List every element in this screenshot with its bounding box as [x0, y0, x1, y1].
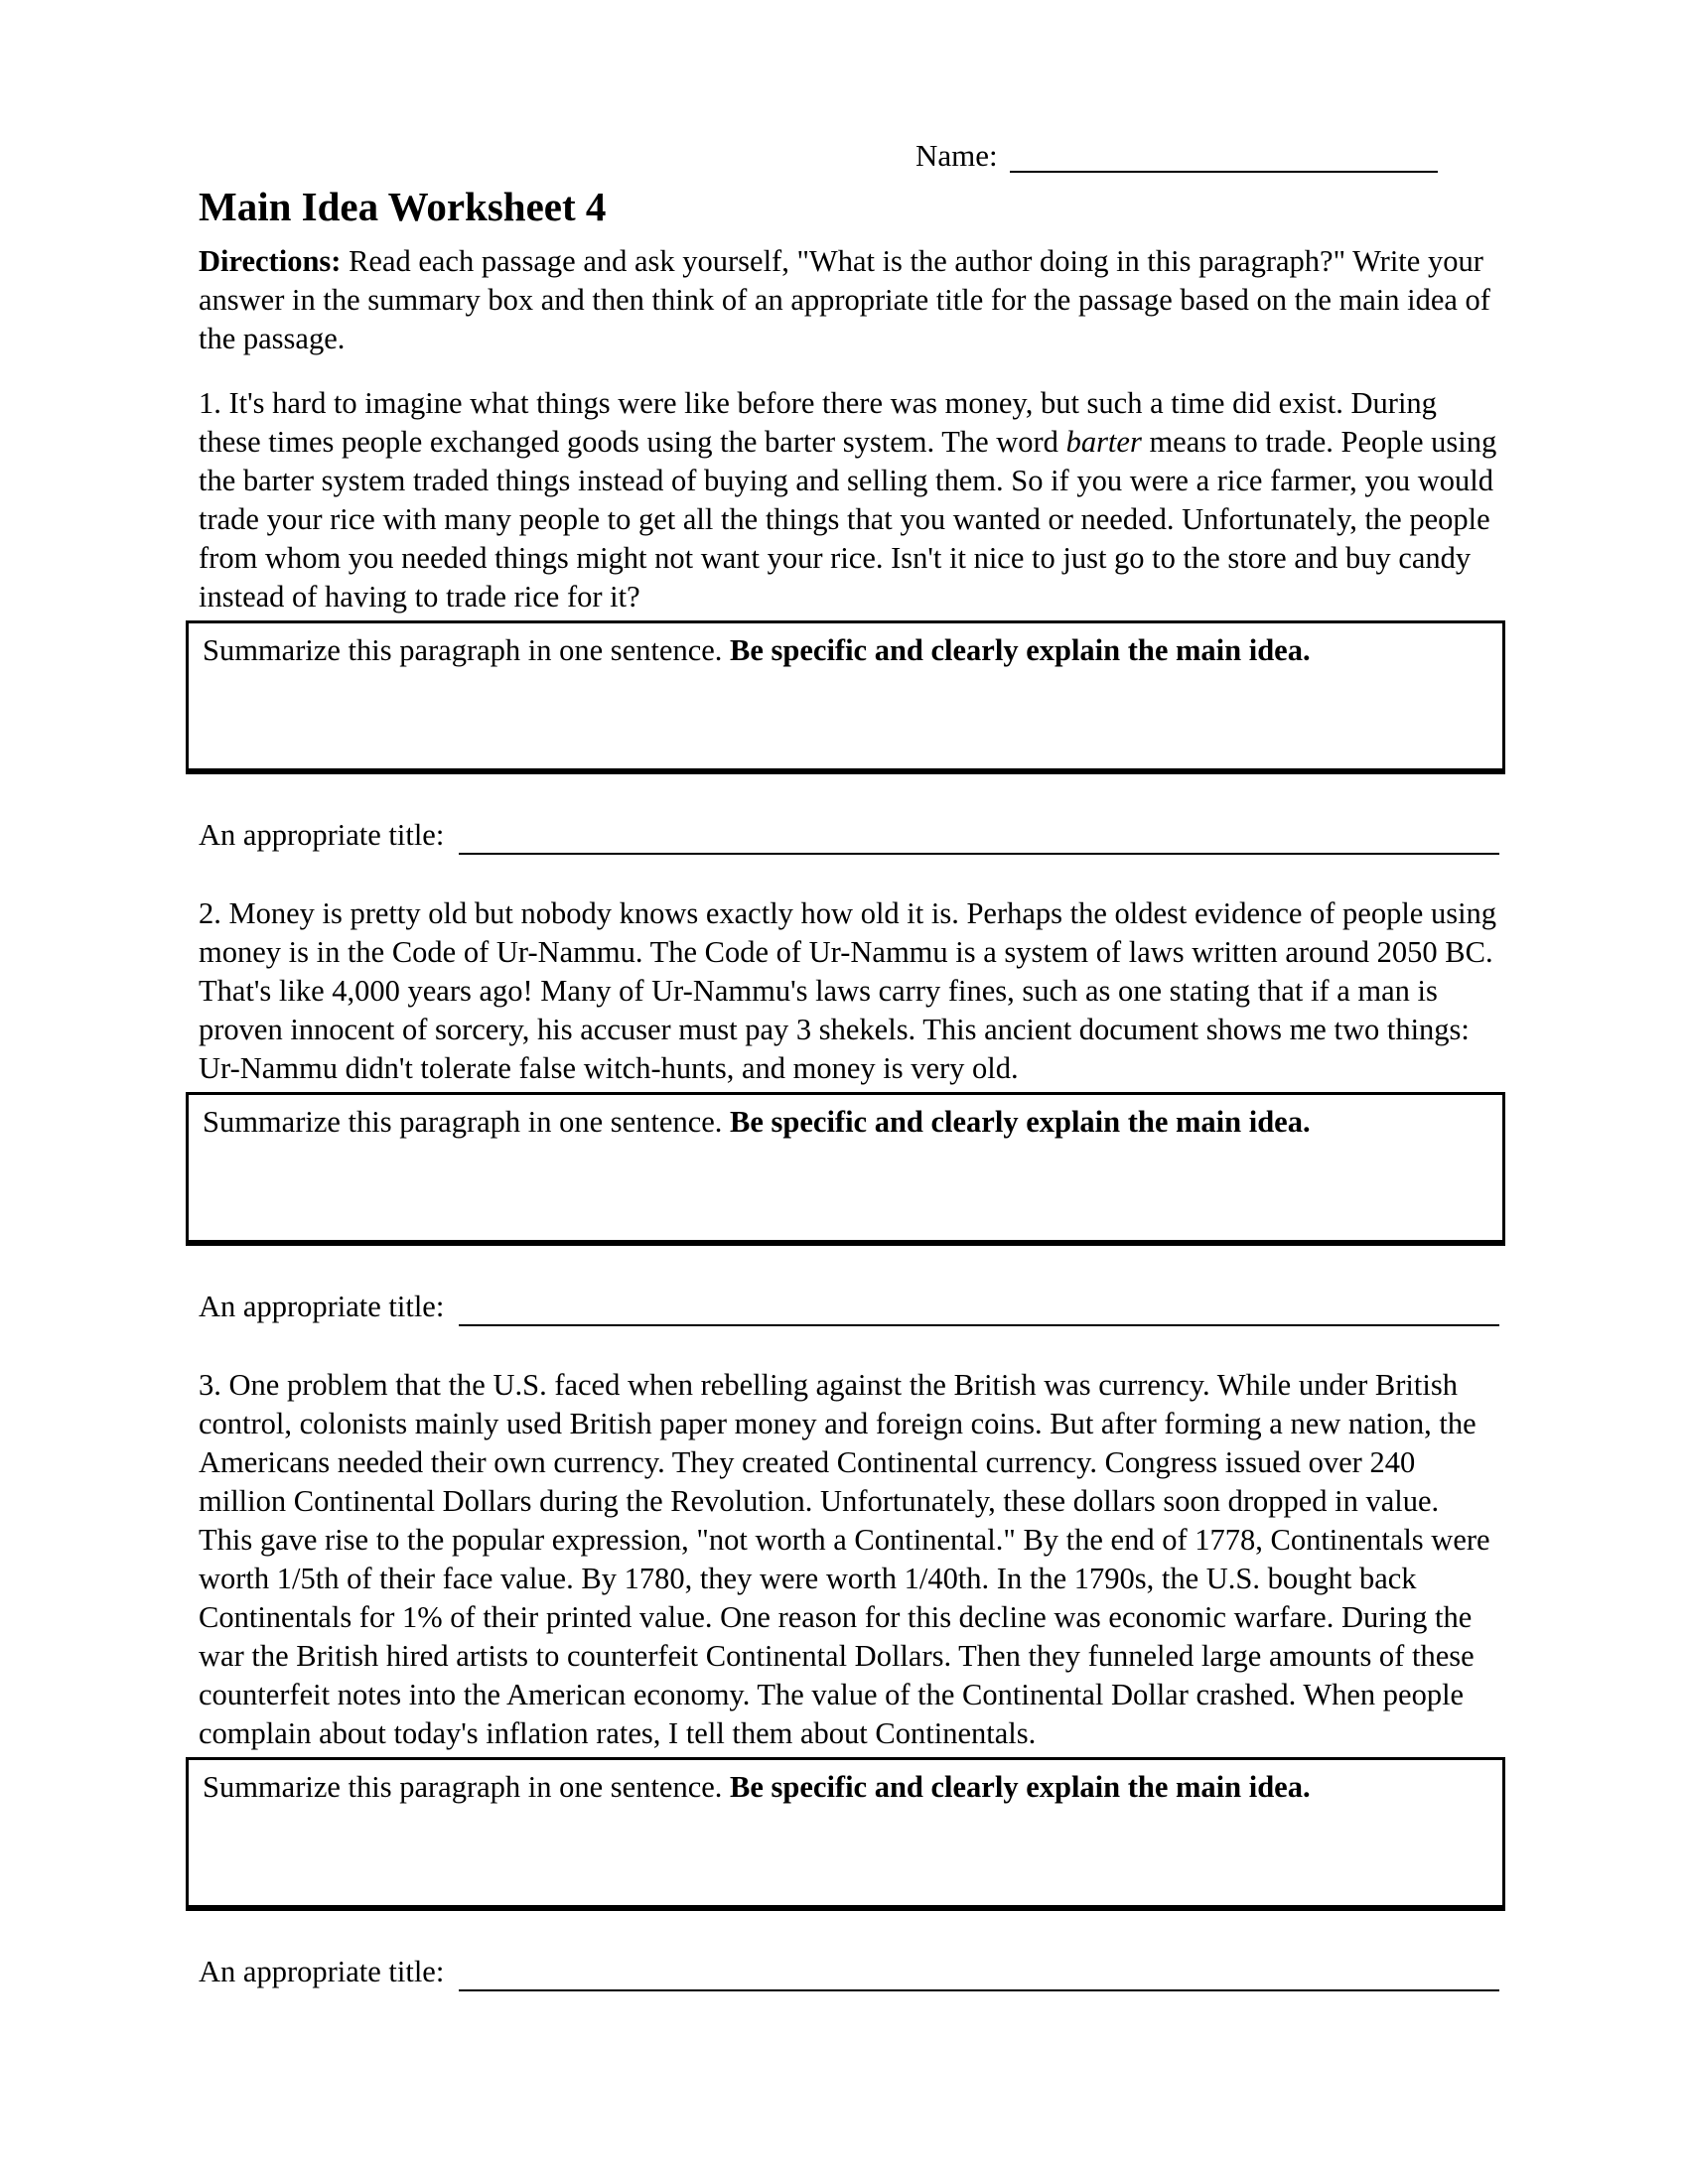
directions-paragraph — [199, 242, 1499, 358]
summary-prompt-bold: Be specific and clearly explain the main idea. — [730, 633, 1311, 667]
summary-prompt-normal: Summarize this paragraph in one sentence. — [203, 633, 731, 667]
summary-prompt-bold: Be specific and clearly explain the main idea. — [730, 1770, 1311, 1804]
directions-label: Directions: — [199, 244, 342, 278]
title-blank-line-2[interactable] — [459, 1295, 1499, 1326]
passage-2-text: 2. Money is pretty old but nobody knows exactly how old it is. Perhaps the oldest evidence of people using money is in the Code of Ur-Nammu. The Code of Ur-Nammu is a system of laws written around 2050 BC. That's like 4,000 years ago! Many of Ur-Nammu's laws carry fines, such as one stating that if a man is proven innocent of sorcery, his accuser must pay 3 shekels. This ancient document shows me two things: Ur-Nammu didn't tolerate false witch-hunts, and money is very old. — [199, 896, 1497, 1085]
page-title: Main Idea Worksheet 4 — [199, 184, 607, 229]
summary-box-1[interactable] — [186, 620, 1505, 774]
name-blank-line[interactable] — [1010, 141, 1438, 173]
title-prompt-label: An appropriate title: — [199, 1955, 445, 1988]
summary-prompt-normal: Summarize this paragraph in one sentence. — [203, 1770, 731, 1804]
summary-prompt-bold: Be specific and clearly explain the main idea. — [730, 1105, 1311, 1139]
title-row-3 — [199, 1953, 1499, 1991]
summary-prompt-normal: Summarize this paragraph in one sentence. — [203, 1105, 731, 1139]
summary-box-3[interactable] — [186, 1757, 1505, 1911]
title-prompt-label: An appropriate title: — [199, 818, 445, 852]
title-row-2 — [199, 1288, 1499, 1326]
title-blank-line-1[interactable] — [459, 823, 1499, 855]
name-label: Name: — [915, 138, 998, 173]
title-row-1 — [199, 816, 1499, 855]
passage-1-text: 1. It's hard to imagine what things were like before there was money, but such a time did exist. During these times people exchanged goods using the barter system. The word barter means to trade. People using the barter system traded things instead of buying and selling them. So if you were a rice farmer, you would trade your rice with many people to get all the things that you wanted or needed. Unfortunately, the people from whom you needed things might not want your rice. Isn't it nice to just go to the store and buy candy instead of having to trade rice for it? — [199, 386, 1497, 614]
name-row — [915, 139, 1438, 173]
title-blank-line-3[interactable] — [459, 1960, 1499, 1991]
passage-3-text: 3. One problem that the U.S. faced when rebelling against the British was currency. While under British control, colonists mainly used British paper money and foreign coins. But after forming a new nation, the Americans needed their own currency. They created Continental currency. Congress issued over 240 million Continental Dollars during the Revolution. Unfortunately, these dollars soon dropped in value. This gave rise to the popular expression, "not worth a Continental." By the end of 1778, Continentals were worth 1/5th of their face value. By 1780, they were worth 1/40th. In the 1790s, the U.S. bought back Continentals for 1% of their printed value. One reason for this decline was economic warfare. During the war the British hired artists to counterfeit Continental Dollars. Then they funneled large amounts of these counterfeit notes into the American economy. The value of the Continental Dollar crashed. When people complain about today's inflation rates, I tell them about Continentals. — [199, 1368, 1490, 1750]
title-prompt-label: An appropriate title: — [199, 1290, 445, 1323]
directions-text: Read each passage and ask yourself, "What is the author doing in this paragraph?" Write your answer in the summary box and then think of an appropriate title for the passage based on the main idea of the passage. — [199, 244, 1490, 355]
summary-box-2[interactable] — [186, 1092, 1505, 1246]
